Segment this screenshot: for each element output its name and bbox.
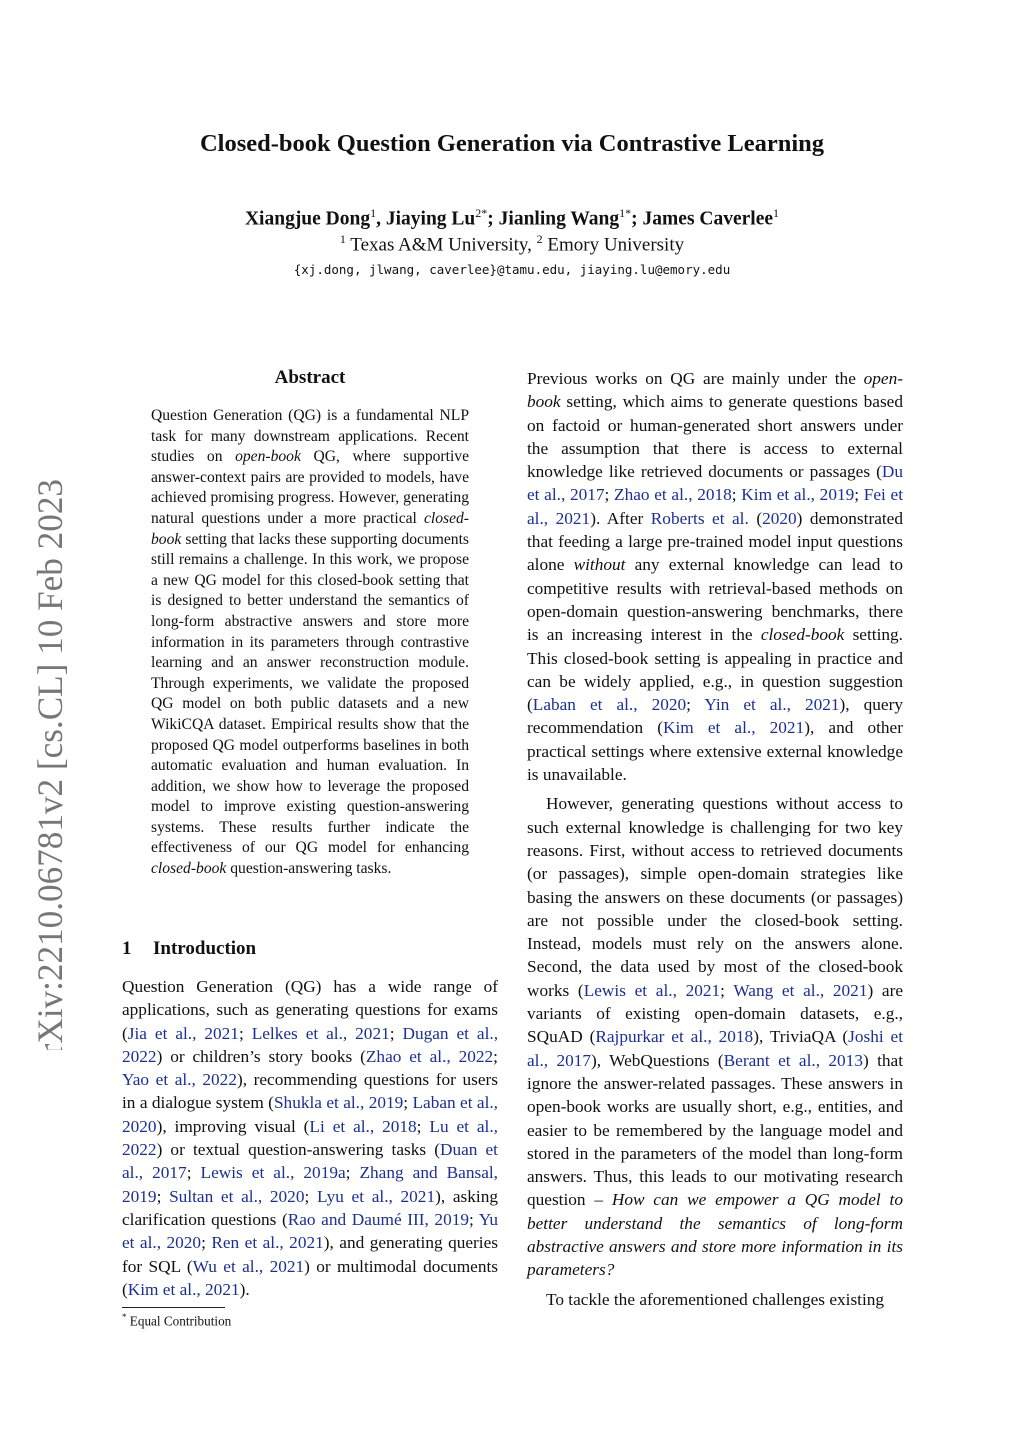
affiliation-mark: 2 [536, 232, 543, 246]
author-name: Xiangjue Dong [244, 208, 371, 230]
body-text: ; [186, 1163, 201, 1183]
body-text: ), WebQuestions ( [591, 1050, 724, 1070]
citation-link[interactable]: Kim et al., 2021 [663, 718, 805, 738]
emphasis-text: How can we empower a QG model to better understand the semantics of long-form abstractive answers and store more information in its parameters? [527, 1190, 903, 1280]
body-text: ; [304, 1186, 317, 1206]
abstract-emphasis: closed-book [151, 860, 227, 878]
body-text: ; [416, 1116, 430, 1136]
affiliation-name: Emory University [547, 234, 685, 256]
citation-link[interactable]: Lyu et al., 2021 [316, 1186, 436, 1206]
citation-link[interactable]: Laban et al., 2020 [122, 1093, 499, 1136]
body-text: ; [731, 485, 742, 505]
abstract-text: QG, where supportive answer-context pairs are provided to models, have achieved promising progress. However, generating natural questions under a more practical [151, 448, 469, 527]
author-name: Jianling Wang [498, 208, 620, 230]
body-text: setting. This closed-book setting is appealing in practice and can be widely applied, e.g., in question suggestion ( [527, 625, 903, 715]
citation-link[interactable]: Sultan et al., 2020 [169, 1186, 305, 1206]
footnote-text: Equal Contribution [129, 1313, 232, 1329]
citation-link[interactable]: Wu et al., 2021 [192, 1256, 305, 1276]
citation-link[interactable]: Zhao et al., 2022 [365, 1046, 494, 1066]
body-text: However, generating questions without access to such external knowledge is challenging for two key reasons. First, without access to retrieved documents (or passages), simple open-domain strategies like basing the answers on these documents (or passages) are not possible under the closed-book setting. Instead, models must rely on the answers alone. Second, the data used by most of the closed-book works ( [527, 794, 903, 1000]
affiliation-mark: 1 [339, 232, 346, 246]
emphasis-text: open-book [527, 369, 903, 412]
body-text: ). After [590, 508, 651, 528]
body-text: ; [469, 1209, 479, 1229]
body-text: ) are variants of existing open-domain datasets, e.g., SQuAD ( [527, 980, 904, 1047]
body-paragraph [527, 792, 903, 1281]
citation-link[interactable]: Ren et al., 2021 [211, 1233, 324, 1253]
citation-link[interactable]: Jia et al., 2021 [127, 1023, 239, 1043]
body-text: ), and other practical settings where extensive external knowledge is unavailable. [527, 718, 903, 785]
body-text: ; [720, 980, 734, 1000]
author-name: Jiaying Lu [385, 208, 476, 230]
citation-link[interactable]: Zhao et al., 2018 [614, 485, 732, 505]
body-text: To tackle the aforementioned challenges existing [546, 1289, 885, 1309]
citation-link[interactable]: Yin et al., 2021 [704, 695, 840, 715]
body-text: ; [345, 1163, 360, 1183]
abstract-emphasis: open-book [235, 448, 301, 466]
arxiv-identifier-stamp [28, 450, 78, 1050]
body-paragraph [527, 1288, 903, 1311]
citation-link[interactable]: Yu et al., 2020 [122, 1209, 498, 1253]
body-text: ) or children’s story books ( [156, 1046, 366, 1066]
body-text: ) demonstrated that feeding a large pre-trained model input questions alone [527, 508, 903, 575]
abstract-text: question-answering tasks. [226, 860, 392, 878]
body-text: ) or textual question-answering tasks ( [156, 1140, 440, 1160]
author-affiliation-mark: 1 [773, 206, 780, 220]
emphasis-text: without [573, 555, 626, 575]
citation-link[interactable]: Fei et al., 2021 [527, 485, 903, 528]
citation-link[interactable]: Du et al., 2017 [527, 462, 903, 505]
body-text: ) that ignore the answer-related passages. These answers in open-book works are usually short, e.g., entities, and easier to be remembered by the language model and stored in the parameters of the model than long-form answers. Thus, this leads to our motivating research question – [527, 1050, 903, 1210]
author-name: James Caverlee [642, 208, 774, 230]
citation-link[interactable]: 2020 [762, 508, 797, 528]
section-heading-introduction [122, 938, 256, 960]
citation-link[interactable]: Rao and Daumé III, 2019 [287, 1209, 469, 1229]
arxiv-stamp-text: arXiv:2210.06781v2 [cs.CL] 10 Feb 2023 [30, 465, 70, 1050]
citation-link[interactable]: Wang et al., 2021 [733, 980, 868, 1000]
paper-title: Closed-book Question Generation via Contrastive Learning [199, 130, 825, 157]
body-text: ; [156, 1186, 170, 1206]
footnote [122, 1312, 231, 1329]
body-text: any external knowledge can lead to competitive results with retrieval-based methods on open-domain question-answering benchmarks, there is an increasing interest in the [527, 555, 903, 645]
citation-link[interactable]: Kim et al., 2019 [741, 485, 855, 505]
body-text: ; [238, 1023, 252, 1043]
citation-link[interactable]: Lewis et al., 2019a [200, 1163, 346, 1183]
footnote-divider [122, 1307, 225, 1308]
citation-link[interactable]: Dugan et al., 2022 [122, 1023, 499, 1066]
section-number: 1 [122, 938, 132, 959]
citation-link[interactable]: Zhang and Bansal, 2019 [122, 1163, 498, 1206]
author-emails: {xj.dong, jlwang, caverlee}@tamu.edu, jiaying.lu@emory.edu [293, 262, 731, 277]
body-text: ), recommending questions for users in a dialogue system ( [122, 1070, 498, 1113]
body-text: ) or multimodal documents ( [122, 1256, 498, 1299]
body-text: ; [604, 485, 615, 505]
body-text: ), and generating queries for SQL ( [122, 1233, 499, 1276]
right-column [527, 367, 903, 1317]
body-text: ( [748, 508, 763, 528]
citation-link[interactable]: Yao et al., 2022 [122, 1070, 237, 1090]
citation-link[interactable]: Li et al., 2018 [309, 1116, 417, 1136]
author-list: Xiangjue Dong$^1$, Jiaying $Lu^{2*}$; Jianling Wang$^{1*}$; James Caverlee$^1$ [244, 206, 780, 230]
footnote-mark: * [122, 1312, 127, 1322]
body-text: ; [493, 1046, 498, 1066]
abstract-text: Question Generation (QG) is a fundamental NLP task for many downstream applications. Recent studies on [151, 407, 469, 466]
body-text: ), asking clarification questions ( [122, 1186, 498, 1229]
citation-link[interactable]: Lu et al., 2022 [122, 1116, 498, 1160]
abstract-heading: Abstract [274, 367, 346, 388]
body-text: ; [686, 695, 705, 715]
introduction-paragraph-1 [122, 975, 498, 1301]
citation-link[interactable]: Lewis et al., 2021 [583, 980, 721, 1000]
citation-link[interactable]: Laban et al., 2020 [532, 695, 687, 715]
citation-link[interactable]: Rajpurkar et al., 2018 [595, 1027, 754, 1047]
abstract-body [151, 406, 469, 880]
body-text: ; [854, 485, 864, 505]
body-text: ), TriviaQA ( [753, 1027, 849, 1047]
affiliation-name: Texas A&M University [350, 234, 528, 256]
citation-link[interactable]: Lelkes et al., 2021 [251, 1023, 390, 1043]
body-text: Previous works on QG are mainly under the [527, 369, 864, 388]
citation-link[interactable]: Roberts et al. [650, 508, 749, 528]
citation-link[interactable]: Duan et al., 2017 [122, 1140, 498, 1183]
author-affiliation-mark: 2* [475, 206, 488, 220]
citation-link[interactable]: Shukla et al., 2019 [273, 1093, 404, 1113]
body-text: ), improving visual ( [156, 1116, 310, 1136]
body-text: Question Generation (QG) has a wide range of applications, such as generating questions for exams ( [122, 977, 498, 1043]
citation-link[interactable]: Joshi et al., 2017 [527, 1027, 903, 1070]
author-affiliation-mark: 1* [619, 206, 632, 220]
body-text: setting, which aims to generate questions based on factoid or human-generated short answers under the assumption that there is access to external knowledge like retrieved documents or passages ( [527, 392, 903, 482]
emphasis-text: closed-book [760, 625, 845, 645]
affiliation-line: $^1$ Texas A&M University, $^2$ Emory University [339, 232, 685, 256]
author-affiliation-mark: 1 [370, 206, 377, 220]
abstract-text: setting that lacks these supporting documents still remains a challenge. In this work, we propose a new QG model for this closed-book setting that is designed to better understand the semantics of long-form abstractive answers and store more information in its parameters through contrastive learning and an answer reconstruction module. Through experiments, we validate the proposed QG model on both public datasets and a new WikiCQA dataset. Empirical results show that the proposed QG model outperforms baselines in both automatic evaluation and human evaluation. In addition, we show how to leverage the proposed model to improve existing question-answering systems. These results further indicate the effectiveness of our QG model for enhancing [151, 530, 469, 857]
body-text: ; [201, 1233, 212, 1253]
abstract-emphasis: closed-book [151, 509, 469, 548]
body-text: ). [239, 1279, 250, 1299]
body-paragraph [527, 367, 903, 786]
body-text: ; [389, 1023, 403, 1043]
body-text: ; [403, 1093, 413, 1113]
citation-link[interactable]: Kim et al., 2021 [127, 1279, 240, 1299]
body-text: ), query recommendation ( [527, 695, 903, 738]
section-title: Introduction [153, 938, 257, 959]
citation-link[interactable]: Berant et al., 2013 [723, 1050, 863, 1070]
